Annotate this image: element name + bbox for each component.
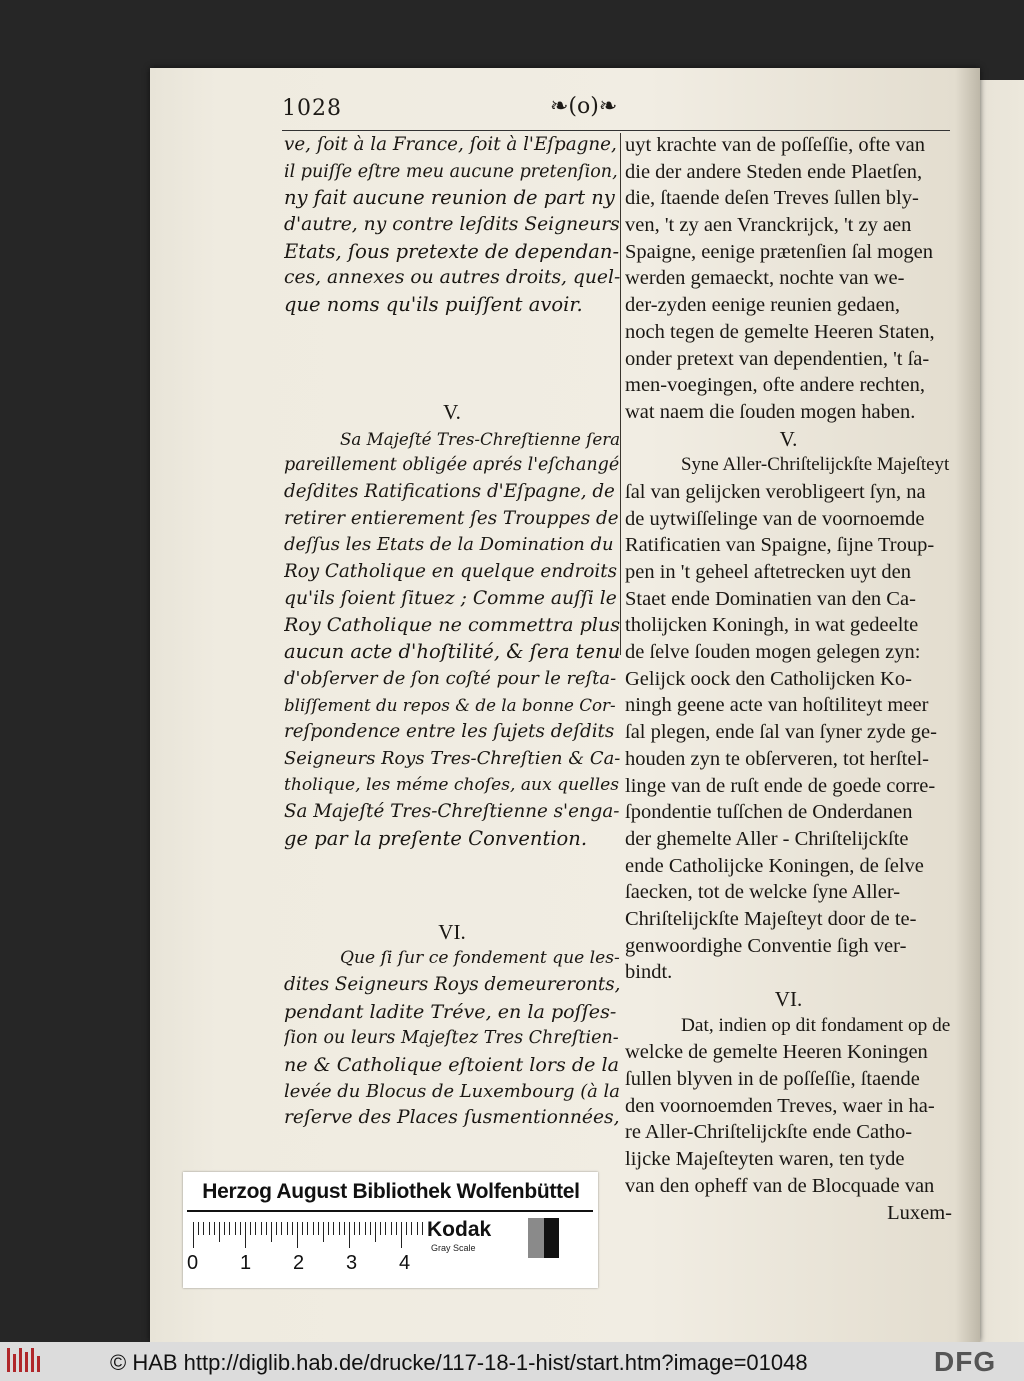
ruler-number: 2	[293, 1252, 305, 1274]
ruler-tick	[365, 1222, 366, 1235]
text-line: ſal plegen, ende ſal van ſyner zyde ge-	[625, 721, 937, 744]
ruler-tick	[219, 1222, 220, 1242]
ruler-number: 4	[399, 1252, 411, 1274]
ruler-tick	[339, 1222, 340, 1235]
text-line: bliſſement du repos & de la bonne Cor-	[284, 695, 616, 716]
ruler-tick	[276, 1222, 277, 1235]
ruler-tick	[354, 1222, 355, 1235]
text-line: deſſus les Etats de la Domination du	[284, 534, 614, 556]
text-line: ſaecken, tot de welcke ſyne Aller-	[625, 881, 901, 904]
ruler-tick	[245, 1222, 246, 1248]
ruler-tick	[266, 1222, 267, 1235]
text-line: noch tegen de gemelte Heeren Staten,	[625, 320, 935, 343]
ruler-tick	[203, 1222, 204, 1235]
text-line: retirer entierement ſes Trouppes de	[284, 507, 619, 529]
catchword: Luxem-	[887, 1201, 952, 1224]
swatch-white	[513, 1218, 528, 1258]
ruler-tick	[375, 1222, 376, 1242]
text-line: ſullen blyven in de poſſeſſie, ſtaende	[625, 1068, 920, 1091]
text-line: ve, ſoit à la France, ſoit à l'Eſpagne,	[284, 134, 617, 155]
ruler-tick	[261, 1222, 262, 1235]
french-intro	[284, 132, 620, 319]
text-line: linge van de ruſt ende de goede corre-	[625, 774, 936, 797]
text-line: Que ſi ſur ce fondement que les-	[340, 948, 620, 969]
text-line: ne & Catholique eſtoient lors de la	[284, 1052, 619, 1076]
gray-swatches	[513, 1218, 559, 1258]
ruler-tick	[229, 1222, 230, 1235]
french-article-v	[284, 426, 620, 853]
dutch-intro	[625, 132, 952, 426]
page-number: 1028	[282, 96, 342, 121]
text-line: que noms qu'ils puiſſent avoir.	[284, 293, 583, 317]
text-line: pareillement obligée aprés l'eſchangé	[284, 455, 620, 476]
text-line: men-voegingen, ofte andere rechten,	[625, 374, 925, 397]
text-line: ſion ou leurs Majeſtez Tres Chreſtien-	[284, 1028, 619, 1049]
column-divider	[620, 133, 621, 655]
ruler-tick	[302, 1222, 303, 1235]
text-line: ende Catholijcke Koningen, de ſelve	[625, 854, 924, 877]
ruler-tick	[235, 1222, 236, 1235]
ruler-number: 3	[346, 1252, 358, 1274]
dutch-article-vi	[625, 1013, 952, 1200]
dutch-heading-vi: VI.	[774, 987, 803, 1011]
text-line: il puiſſe eſtre meu aucune pretenſion,	[284, 161, 618, 182]
text-line: dites Seigneurs Roys demeureronts,	[284, 973, 620, 995]
text-line: der ghemelte Aller - Chriſtelijckſte	[625, 827, 909, 850]
text-line: ſpondentie tuſſchen de Onderdanen	[625, 801, 913, 824]
text-line: ſal van gelijcken verobligeert ſyn, na	[625, 480, 926, 503]
swatch-gray	[528, 1218, 543, 1258]
ruler-tick	[193, 1222, 194, 1248]
dfg-logo[interactable]: DFG	[934, 1346, 997, 1377]
text-line: tholijcken Koningh, in wat gedeelte	[625, 614, 919, 637]
text-line: qu'ils ſoient ſituez ; Comme auſſi le	[284, 587, 617, 609]
text-line: d'obſerver de ſon coſté pour le reſta-	[284, 667, 617, 689]
text-line: Seigneurs Roys Tres-Chreſtien & Ca-	[284, 747, 620, 769]
text-line: levée du Blocus de Luxembourg (à la	[284, 1080, 620, 1102]
french-article-vi	[284, 945, 620, 1132]
text-line: der-zyden eenige reunien gedaen,	[625, 294, 901, 317]
text-line: ny fait aucune reunion de part ny	[284, 186, 615, 210]
ruler-tick	[214, 1222, 215, 1235]
color-calibration-card	[183, 1172, 598, 1288]
text-line: reſpondence entre les ſujets deſdits	[284, 721, 615, 743]
text-line: Sa Majeſté Tres-Chreſtienne ſera	[340, 428, 620, 449]
text-line: aucun acte d'hoſtilité, & ſera tenu	[284, 640, 620, 663]
text-line: re Aller-Chriſtelijckſte ende Catho-	[625, 1121, 913, 1144]
text-line: werden gemaeckt, nochte van we-	[625, 267, 905, 290]
text-line: genwoordighe Conventie ſigh ver-	[625, 934, 907, 957]
card-rule	[187, 1210, 593, 1212]
text-line: welcke de gemelte Heeren Koningen	[625, 1041, 928, 1064]
ruler-tick	[417, 1222, 418, 1235]
text-line: de ſelve ſouden mogen gelegen zyn:	[625, 641, 921, 664]
text-line: Ratificatien van Spaigne, ſijne Troup-	[625, 534, 935, 557]
permalink-text[interactable]: © HAB http://diglib.hab.de/drucke/117-18-1-hist/start.htm?image=01048	[110, 1350, 808, 1375]
ruler-tick	[287, 1222, 288, 1235]
text-line: Spaigne, eenige prætenſien ſal mogen	[625, 240, 933, 263]
text-line: die, ſtaende deſen Treves ſullen bly-	[625, 187, 919, 210]
text-line: tholique, les méme choſes, aux quelles	[284, 775, 620, 796]
text-line: Chriſtelijckſte Majeſteyt door de te-	[625, 907, 917, 930]
ruler-tick	[385, 1222, 386, 1235]
header-ornament: ❧(o)❧	[550, 94, 618, 119]
ruler-tick	[396, 1222, 397, 1235]
ruler-tick	[292, 1222, 293, 1235]
ruler-tick	[209, 1222, 210, 1235]
text-line: wat naem die ſouden mogen haben.	[625, 400, 916, 423]
text-line: onder pretext van dependentien, 't ſa-	[625, 347, 930, 370]
ruler-tick	[391, 1222, 392, 1235]
ruler-tick	[344, 1222, 345, 1235]
ruler-scale	[193, 1222, 421, 1248]
text-line: Gelijck oock den Catholijcken Ko-	[625, 667, 912, 690]
ruler-tick	[271, 1222, 272, 1242]
dutch-article-v	[625, 452, 952, 986]
ruler-tick	[224, 1222, 225, 1235]
ruler-tick	[307, 1222, 308, 1235]
text-line: uyt krachte van de poſſeſſie, ofte van	[625, 134, 925, 156]
ruler-tick	[359, 1222, 360, 1235]
text-line: die der andere Steden ende Plaetſen,	[625, 160, 923, 183]
ruler-tick	[313, 1222, 314, 1235]
footer-bar	[0, 1342, 1024, 1381]
text-line: van den opheff van de Blocquade van	[625, 1174, 935, 1197]
text-line: bindt.	[625, 961, 673, 984]
ruler-tick	[422, 1222, 423, 1235]
dutch-column	[625, 132, 952, 1226]
hab-logo-icon[interactable]	[5, 1346, 45, 1376]
text-line: reſerve des Places ſusmentionnées,	[284, 1107, 620, 1129]
text-line: ningh geene acte van hoſtiliteyt meer	[625, 694, 929, 717]
text-line: de uytwiſſelinge van de voornoemde	[625, 507, 925, 530]
dutch-heading-v: V.	[779, 426, 798, 451]
card-title: Herzog August Bibliothek Wolfenbüttel	[202, 1180, 580, 1203]
header-rule	[282, 130, 950, 131]
ruler-tick	[250, 1222, 251, 1235]
text-line: Etats, ſous pretexte de dependan-	[284, 239, 620, 263]
text-line: ces, annexes ou autres droits, quel-	[284, 267, 620, 289]
text-line: Roy Catholique en quelque endroits	[284, 560, 617, 582]
text-line: deſdites Ratifications d'Eſpagne, de	[284, 480, 615, 502]
text-line: Syne Aller-Chriſtelijckſte Majeſteyt	[681, 454, 950, 476]
text-line: pendant ladite Tréve, en la poſſes-	[284, 999, 617, 1023]
text-line: Dat, indien op dit fondament op de	[681, 1014, 951, 1036]
ruler-tick	[380, 1222, 381, 1235]
french-column	[284, 132, 620, 1132]
ruler-tick	[240, 1222, 241, 1235]
ruler-tick	[406, 1222, 407, 1235]
ruler-number: 0	[187, 1252, 199, 1274]
french-heading-v: V.	[443, 399, 461, 424]
text-line: Roy Catholique ne commettra plus	[284, 613, 620, 637]
ruler-tick	[411, 1222, 412, 1235]
gray-scale-label: Gray Scale	[431, 1243, 476, 1253]
text-line: ge par la preſente Convention.	[284, 826, 588, 850]
text-line: lijcke Majeſteyten waren, ten tyde	[625, 1148, 905, 1171]
page-header	[282, 96, 952, 124]
text-line: houden zyn te obſerveren, tot herſtel-	[625, 747, 929, 770]
ruler-tick	[328, 1222, 329, 1235]
text-line: pen in 't geheel aftetrecken uyt den	[625, 561, 912, 583]
ruler-tick	[349, 1222, 350, 1248]
text-line: den voornoemden Treves, waer in ha-	[625, 1094, 935, 1117]
ruler-tick	[198, 1222, 199, 1235]
text-line: Staet ende Dominatien van den Ca-	[625, 587, 916, 610]
ruler-tick	[333, 1222, 334, 1235]
swatch-black	[544, 1218, 559, 1258]
ruler-tick	[297, 1222, 298, 1248]
kodak-logo: Kodak	[427, 1218, 492, 1241]
ruler-tick	[318, 1222, 319, 1235]
ruler-tick	[370, 1222, 371, 1235]
ruler-tick	[281, 1222, 282, 1235]
text-line: ven, 't zy aen Vranckrijck, 't zy aen	[625, 214, 912, 237]
text-line: d'autre, ny contre leſdits Seigneurs	[284, 214, 620, 236]
ruler-tick	[255, 1222, 256, 1235]
text-line: Sa Majeſté Tres-Chreſtienne s'enga-	[284, 801, 620, 823]
ruler-tick	[323, 1222, 324, 1242]
french-heading-vi: VI.	[438, 919, 466, 944]
ruler-tick	[401, 1222, 402, 1248]
ruler-number: 1	[240, 1252, 252, 1274]
